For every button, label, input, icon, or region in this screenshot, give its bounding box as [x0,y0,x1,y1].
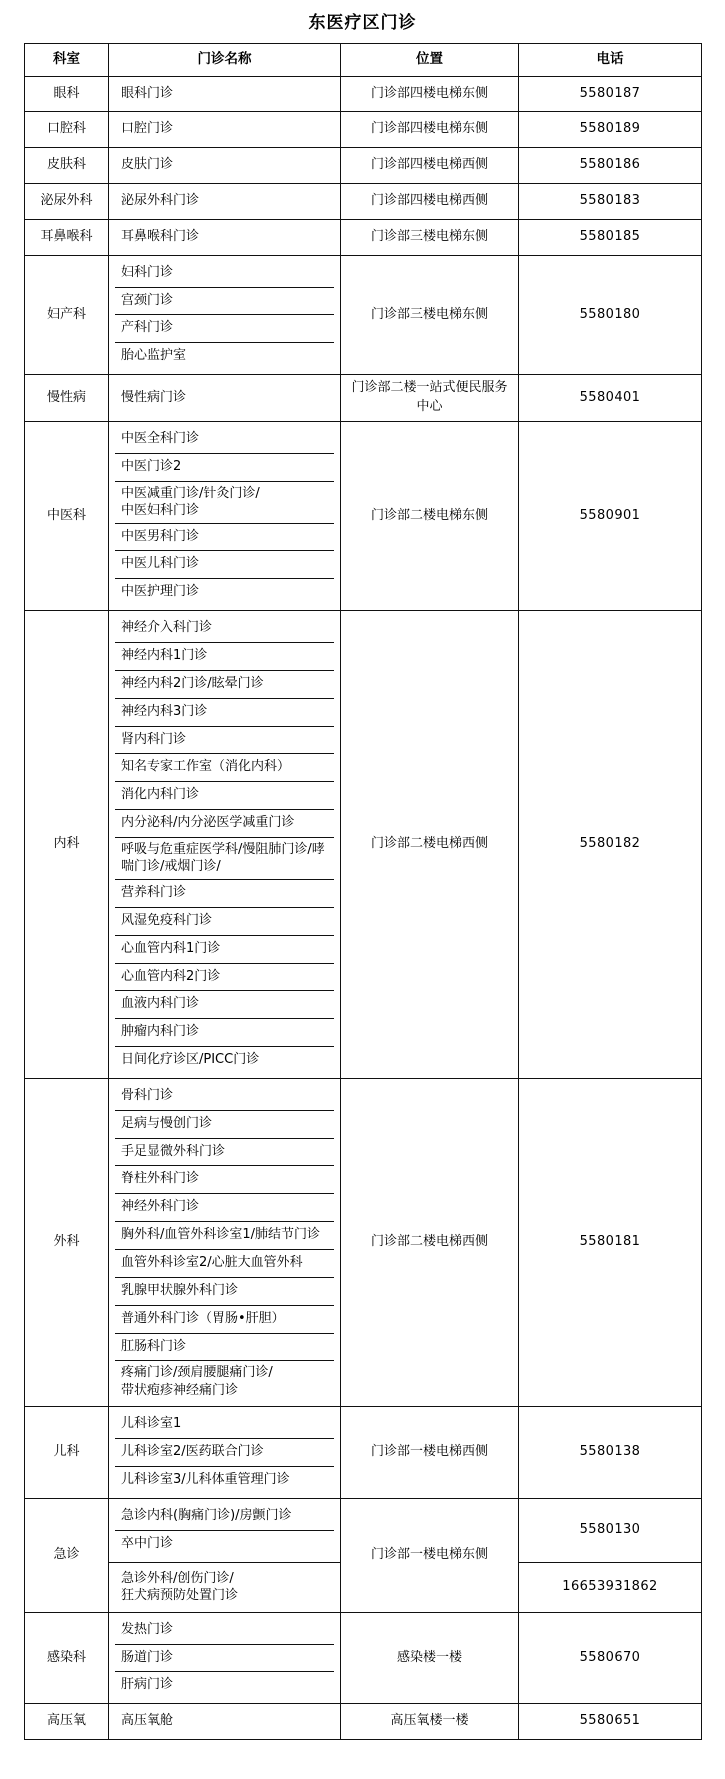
clinic-name-item: 心血管内科1门诊 [115,936,334,964]
location-cell: 门诊部四楼电梯西侧 [341,184,519,220]
clinic-name-item: 肿瘤内科门诊 [115,1019,334,1047]
clinic-name-item: 神经内科1门诊 [115,643,334,671]
clinic-name-item: 心血管内科2门诊 [115,964,334,992]
clinic-name-item: 中医门诊2 [115,454,334,482]
clinic-name-item: 中医全科门诊 [115,426,334,454]
clinic-name-item: 肾内科门诊 [115,727,334,755]
clinic-name-item: 足病与慢创门诊 [115,1111,334,1139]
phone-cell: 5580183 [519,184,702,220]
clinic-name-item: 慢性病门诊 [121,389,187,405]
clinic-name-item: 骨科门诊 [115,1083,334,1111]
clinic-name-item: 眼科门诊 [121,85,174,101]
clinic-name-item [115,482,334,524]
department-cell: 皮肤科 [25,148,109,184]
department-cell: 外科 [25,1078,109,1407]
clinic-name-item: 脊柱外科门诊 [115,1166,334,1194]
phone-cell: 5580670 [519,1612,702,1704]
phone-cell: 5580182 [519,611,702,1079]
column-header-department: 科室 [25,44,109,77]
phone-cell: 5580651 [519,1704,702,1740]
location-cell: 感染楼一楼 [341,1612,519,1704]
location-cell: 门诊部四楼电梯东侧 [341,76,519,112]
clinic-name-line: 狂犬病预防处置门诊 [121,1588,239,1604]
clinic-name-item: 产科门诊 [115,315,334,343]
clinic-name-item: 皮肤门诊 [121,157,174,173]
clinic-name-item: 中医护理门诊 [121,584,200,600]
clinic-name-item: 儿科诊室2/医药联合门诊 [115,1439,334,1467]
table-body [25,76,702,1740]
department-cell: 内科 [25,611,109,1079]
clinic-name-item: 内分泌科/内分泌医学减重门诊 [115,810,334,838]
clinic-name-item: 胎心监护室 [121,348,187,364]
clinic-name-cell [109,112,341,148]
department-cell: 儿科 [25,1407,109,1499]
phone-cell: 5580401 [519,375,702,422]
department-cell: 泌尿外科 [25,184,109,220]
clinic-name-item: 胸外科/血管外科诊室1/肺结节门诊 [115,1222,334,1250]
location-cell: 门诊部四楼电梯东侧 [341,112,519,148]
clinic-name-cell [109,255,341,374]
phone-cell: 5580189 [519,112,702,148]
clinic-name-item: 卒中门诊 [121,1535,174,1551]
clinic-name-item: 肠道门诊 [115,1645,334,1673]
phone-cell: 5580186 [519,148,702,184]
clinic-name-item: 日间化疗诊区/PICC门诊 [121,1052,260,1068]
department-cell: 耳鼻喉科 [25,219,109,255]
clinic-name-cell [109,184,341,220]
column-header-clinic-name: 门诊名称 [109,44,341,77]
clinic-name-line: 疼痛门诊/颈肩腰腿痛门诊/ [121,1365,273,1381]
clinic-name-item: 手足显微外科门诊 [115,1139,334,1167]
location-cell: 门诊部二楼一站式便民服务中心 [341,375,519,422]
clinic-name-line: 呼吸与危重症医学科/慢阻肺门诊/哮 [121,841,325,857]
page-title: 东医疗区门诊 [308,13,417,33]
department-cell: 慢性病 [25,375,109,422]
clinic-name-item: 营养科门诊 [115,880,334,908]
table-row [25,76,702,112]
clinic-directory-table [24,43,702,1740]
clinic-name-item: 肝病门诊 [121,1677,174,1693]
clinic-name-cell [109,1562,341,1612]
phone-cell: 5580130 [519,1498,702,1562]
clinic-name-item: 中医男科门诊 [115,524,334,552]
location-cell: 门诊部三楼电梯东侧 [341,255,519,374]
clinic-name-item: 乳腺甲状腺外科门诊 [115,1278,334,1306]
clinic-name-item: 神经外科门诊 [115,1194,334,1222]
table-header-row [25,44,702,77]
location-cell: 门诊部二楼电梯东侧 [341,421,519,610]
clinic-name-item: 发热门诊 [115,1617,334,1645]
clinic-name-item [115,1361,334,1402]
clinic-name-cell [109,611,341,1079]
table-row [25,184,702,220]
phone-cell: 5580187 [519,76,702,112]
column-header-phone: 电话 [519,44,702,77]
clinic-name-cell [109,1704,341,1740]
phone-cell: 5580180 [519,255,702,374]
location-cell: 高压氧楼一楼 [341,1704,519,1740]
clinic-name-line: 中医减重门诊/针灸门诊/ [121,485,260,501]
clinic-name-item [115,1567,334,1608]
location-cell: 门诊部一楼电梯东侧 [341,1498,519,1612]
table-row [25,611,702,1079]
table-row [25,375,702,422]
table-row [25,219,702,255]
clinic-name-item: 急诊内科(胸痛门诊)/房颤门诊 [115,1503,334,1531]
clinic-name-item: 知名专家工作室（消化内科） [115,754,334,782]
table-row [25,1407,702,1499]
department-cell: 急诊 [25,1498,109,1612]
clinic-name-item: 神经内科2门诊/眩晕门诊 [115,671,334,699]
clinic-name-cell [109,1407,341,1499]
phone-cell: 5580138 [519,1407,702,1499]
clinic-name-item: 儿科诊室1 [115,1411,334,1439]
clinic-name-item: 妇科门诊 [115,260,334,288]
table-row [25,1612,702,1704]
clinic-name-cell [109,1612,341,1704]
clinic-name-line: 中医妇科门诊 [121,503,200,519]
department-cell: 高压氧 [25,1704,109,1740]
clinic-name-item: 泌尿外科门诊 [121,193,200,209]
clinic-name-cell [109,421,341,610]
phone-cell: 5580181 [519,1078,702,1407]
clinic-name-item: 肛肠科门诊 [115,1334,334,1362]
phone-cell: 5580901 [519,421,702,610]
clinic-name-item: 儿科诊室3/儿科体重管理门诊 [121,1472,290,1488]
clinic-name-cell [109,219,341,255]
clinic-name-item: 高压氧舱 [121,1713,174,1729]
location-cell: 门诊部一楼电梯西侧 [341,1407,519,1499]
clinic-name-item: 风湿免疫科门诊 [115,908,334,936]
phone-cell: 16653931862 [519,1562,702,1612]
clinic-name-cell [109,1498,341,1562]
clinic-name-item: 中医儿科门诊 [115,551,334,579]
clinic-name-item: 耳鼻喉科门诊 [121,228,200,244]
column-header-location: 位置 [341,44,519,77]
clinic-name-item: 口腔门诊 [121,121,174,137]
location-cell: 门诊部二楼电梯西侧 [341,611,519,1079]
department-cell: 眼科 [25,76,109,112]
location-cell: 门诊部二楼电梯西侧 [341,1078,519,1407]
department-cell: 口腔科 [25,112,109,148]
clinic-name-item: 普通外科门诊（胃肠•肝胆） [115,1306,334,1334]
location-cell: 门诊部三楼电梯东侧 [341,219,519,255]
table-row [25,112,702,148]
table-row [25,421,702,610]
department-cell: 中医科 [25,421,109,610]
clinic-name-cell [109,76,341,112]
phone-cell: 5580185 [519,219,702,255]
clinic-name-item: 血管外科诊室2/心脏大血管外科 [115,1250,334,1278]
table-row [25,1078,702,1407]
clinic-name-line: 带状疱疹神经痛门诊 [121,1382,239,1398]
clinic-name-item: 宫颈门诊 [115,288,334,316]
clinic-name-line: 急诊外科/创伤门诊/ [121,1570,234,1586]
department-cell: 妇产科 [25,255,109,374]
table-row [25,1498,702,1562]
table-row [25,1704,702,1740]
clinic-name-cell [109,1078,341,1407]
table-row [25,255,702,374]
clinic-name-item: 神经内科3门诊 [115,699,334,727]
clinic-name-item: 血液内科门诊 [115,991,334,1019]
clinic-name-line: 喘门诊/戒烟门诊/ [121,859,221,875]
location-cell: 门诊部四楼电梯西侧 [341,148,519,184]
clinic-name-item [115,838,334,880]
clinic-name-item: 消化内科门诊 [115,782,334,810]
table-row [25,148,702,184]
clinic-name-cell [109,148,341,184]
department-cell: 感染科 [25,1612,109,1704]
clinic-name-item: 神经介入科门诊 [115,615,334,643]
clinic-name-cell [109,375,341,422]
